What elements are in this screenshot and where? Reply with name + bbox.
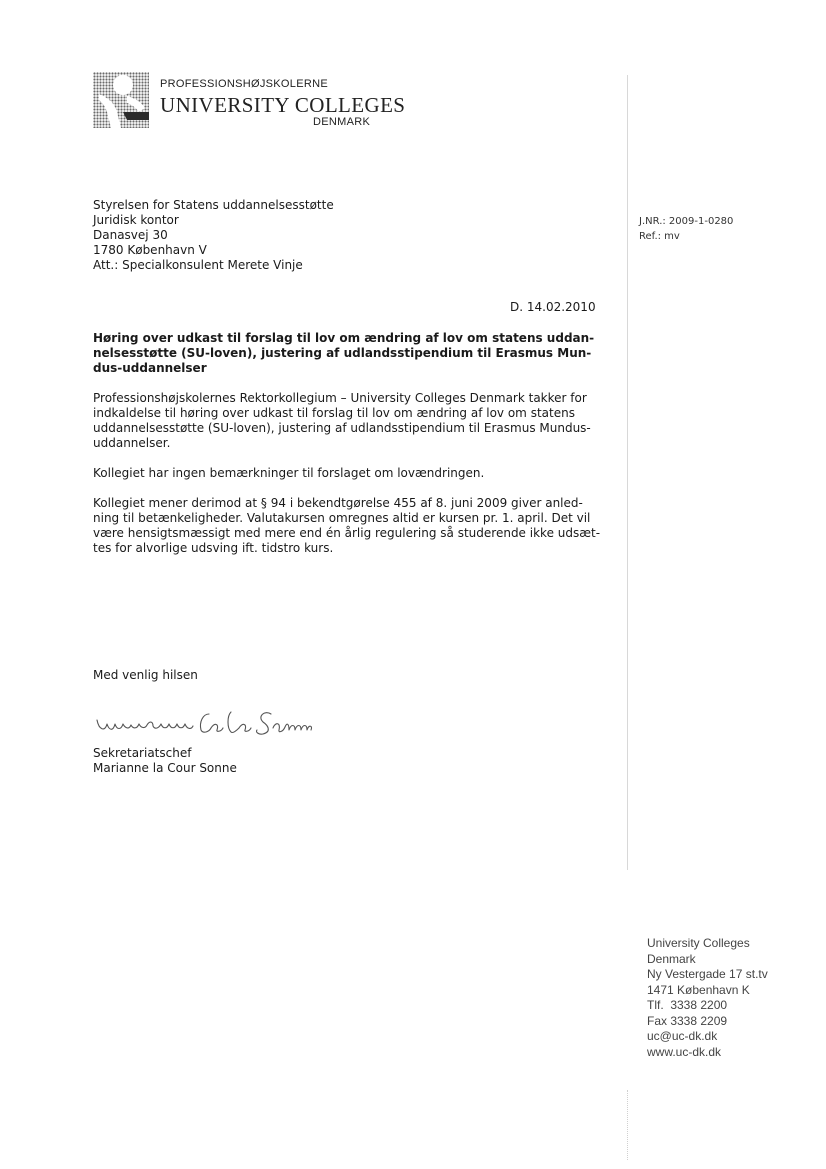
logo-top-text: PROFESSIONSHØJSKOLERNE bbox=[160, 78, 328, 90]
paragraph-line: uddannelser. bbox=[93, 436, 171, 450]
subject-line: Høring over udkast til forslag til lov om ændring af lov om statens uddan- bbox=[93, 331, 595, 345]
recipient-line: Att.: Specialkonsulent Merete Vinje bbox=[93, 258, 303, 272]
footer-line: Denmark bbox=[647, 951, 696, 966]
reference-block bbox=[639, 214, 733, 244]
logo-main-text: UNIVERSITY COLLEGES bbox=[160, 93, 406, 117]
closing-greeting: Med venlig hilsen bbox=[93, 668, 198, 682]
handwritten-signature bbox=[93, 700, 325, 742]
recipient-line: Styrelsen for Statens uddannelsesstøtte bbox=[93, 198, 334, 212]
logo-sub-text: DENMARK bbox=[313, 116, 371, 128]
paragraph-line: uddannelsesstøtte (SU-loven), justering af udlandsstipendium til Erasmus Mundus- bbox=[93, 421, 591, 435]
footer-line: Fax 3338 2209 bbox=[647, 1013, 728, 1028]
subject-line: dus-uddannelser bbox=[93, 361, 207, 375]
margin-divider bbox=[627, 75, 628, 870]
paragraph-line: tes for alvorlige udsving ift. tidstro kurs. bbox=[93, 541, 334, 555]
signer-block bbox=[93, 746, 237, 776]
footer-line: University Colleges bbox=[647, 936, 750, 950]
recipient-line: Danasvej 30 bbox=[93, 228, 168, 242]
body-paragraph-1 bbox=[93, 391, 603, 451]
paragraph-line: indkaldelse til høring over udkast til forslag til lov om ændring af lov om statens bbox=[93, 406, 575, 420]
letter-date: D. 14.02.2010 bbox=[510, 300, 596, 314]
signer-name: Marianne la Cour Sonne bbox=[93, 761, 237, 775]
footer-line: 1471 København K bbox=[647, 982, 750, 997]
margin-divider-lower bbox=[627, 1090, 628, 1160]
letter-subject bbox=[93, 331, 603, 376]
recipient-line: Juridisk kontor bbox=[93, 213, 179, 227]
journal-number: J.NR.: 2009-1-0280 bbox=[639, 216, 734, 227]
footer-email-link[interactable]: uc@uc-dk.dk bbox=[647, 1029, 718, 1043]
sender-contact-block bbox=[647, 936, 768, 1060]
body-paragraph-3 bbox=[93, 496, 603, 556]
body-paragraph-2 bbox=[93, 466, 603, 481]
footer-line: Tlf. 3338 2200 bbox=[647, 998, 728, 1012]
footer-website-link[interactable]: www.uc-dk.dk bbox=[647, 1044, 722, 1059]
paragraph-line: Kollegiet mener derimod at § 94 i bekendtgørelse 455 af 8. juni 2009 giver anled- bbox=[93, 496, 583, 510]
university-colleges-logo-icon bbox=[93, 72, 149, 128]
recipient-address bbox=[93, 198, 334, 273]
paragraph-line: ning til betænkeligheder. Valutakursen omregnes altid er kursen pr. 1. april. Det vil bbox=[93, 511, 591, 525]
signer-title: Sekretariatschef bbox=[93, 746, 192, 760]
subject-line: nelsesstøtte (SU-loven), justering af udlandsstipendium til Erasmus Mun- bbox=[93, 346, 592, 360]
reference-initials: Ref.: mv bbox=[639, 231, 680, 242]
footer-line: Ny Vestergade 17 st.tv bbox=[647, 967, 768, 981]
paragraph-line: være hensigtsmæssigt med mere end én årlig regulering så studerende ikke udsæt- bbox=[93, 526, 601, 540]
paragraph-line: Kollegiet har ingen bemærkninger til forslaget om lovændringen. bbox=[93, 466, 485, 480]
recipient-line: 1780 København V bbox=[93, 243, 207, 257]
paragraph-line: Professionshøjskolernes Rektorkollegium – University Colleges Denmark takker for bbox=[93, 391, 587, 405]
